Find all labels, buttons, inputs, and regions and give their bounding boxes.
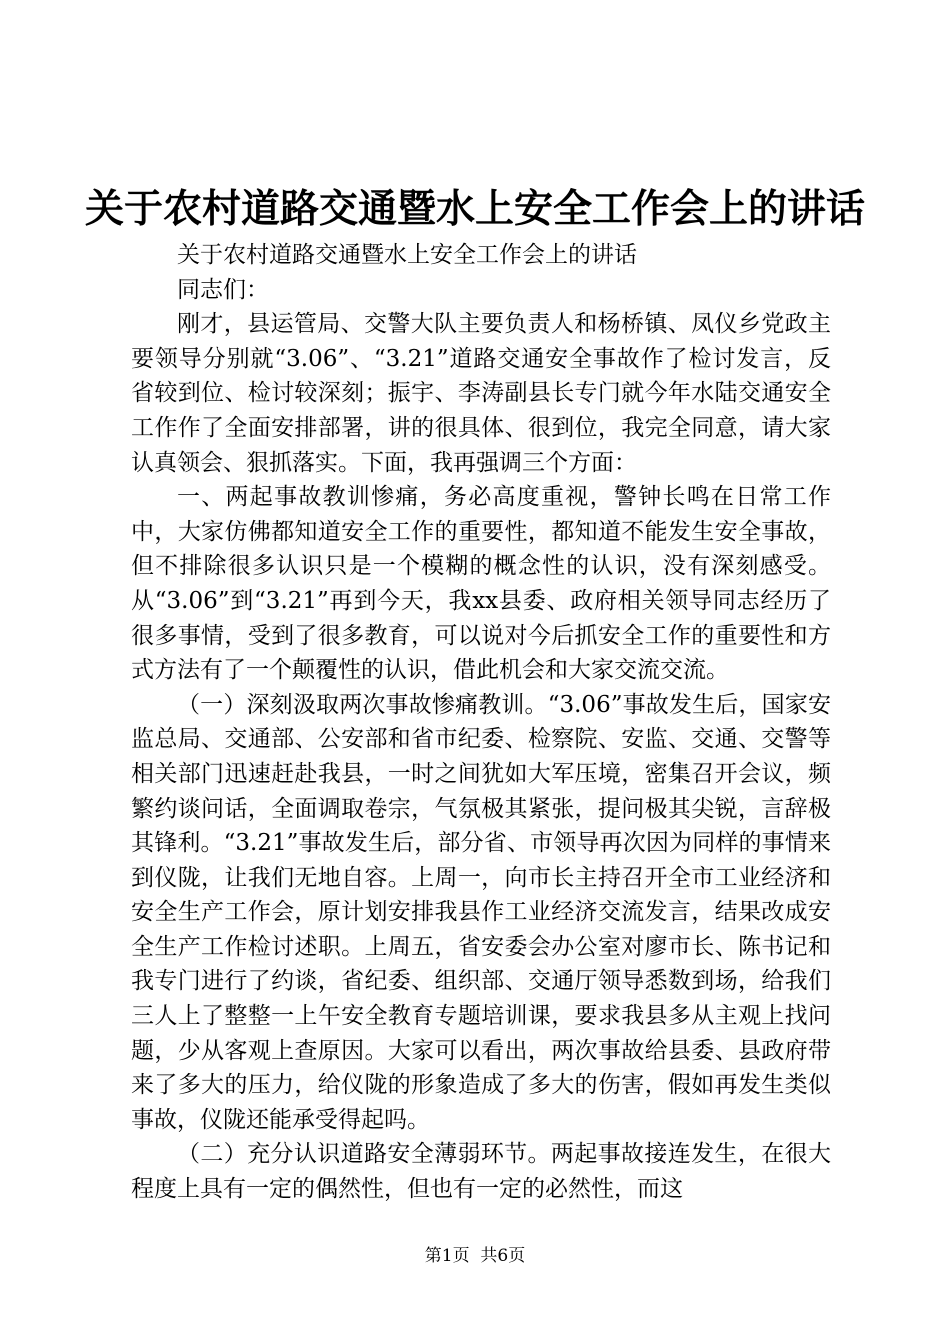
document-title: 关于农村道路交通暨水上安全工作会上的讲话 (84, 187, 865, 232)
document-body (131, 238, 831, 1207)
paragraph-subsection-1: （一）深刻汲取两次事故惨痛教训。“3.06”事故发生后，国家安监总局、交通部、公安部和省市纪委、检察院、安监、交通、交警等相关部门迅速赶赴我县，一时之间犹如大军压境，密集召开会议，频繁约谈问话，全面调取卷宗，气氛极其紧张，提问极其尖锐，言辞极其锋利。“3.21”事故发生后，部分省、市领导再次因为同样的事情来到仪陇，让我们无地自容。上周一，向市长主持召开全市工业经济和安全生产工作会，原计划安排我县作工业经济交流发言，结果改成安全生产工作检讨述职。上周五，省安委会办公室对廖市长、陈书记和我专门进行了约谈，省纪委、组织部、交通厅领导悉数到场，给我们三人上了整整一上午安全教育专题培训课，要求我县多从主观上找问题，少从客观上查原因。大家可以看出，两次事故给县委、县政府带来了多大的压力，给仪陇的形象造成了多大的伤害，假如再发生类似事故，仪陇还能承受得起吗。 (131, 691, 831, 1133)
page-footer (0, 1245, 950, 1267)
paragraph-salutation: 同志们： (177, 276, 269, 303)
paragraph-subsection-2: （二）充分认识道路安全薄弱环节。两起事故接连发生，在很大程度上具有一定的偶然性，但也有一定的必然性，而这 (131, 1141, 831, 1203)
paragraph-subtitle: 关于农村道路交通暨水上安全工作会上的讲话 (177, 242, 637, 268)
page-number-label: 第1页 共6页 (424, 1246, 526, 1266)
paragraph-intro: 刚才，县运管局、交警大队主要负责人和杨桥镇、凤仪乡党政主要领导分别就“3.06”、“3.21”道路交通安全事故作了检讨发言，反省较到位、检讨较深刻；振宇、李涛副县长专门就今年水陆交通安全工作作了全面安排部署，讲的很具体、很到位，我完全同意，请大家认真领会、狠抓落实。下面，我再强调三个方面： (131, 311, 831, 476)
paragraph-section-1: 一、两起事故教训惨痛，务必高度重视，警钟长鸣在日常工作中，大家仿佛都知道安全工作的重要性，都知道不能发生安全事故，但不排除很多认识只是一个模糊的概念性的认识，没有深刻感受。从“3.06”到“3.21”再到今天，我xx县委、政府相关领导同志经历了很多事情，受到了很多教育，可以说对今后抓安全工作的重要性和方式方法有了一个颠覆性的认识，借此机会和大家交流交流。 (131, 484, 831, 684)
